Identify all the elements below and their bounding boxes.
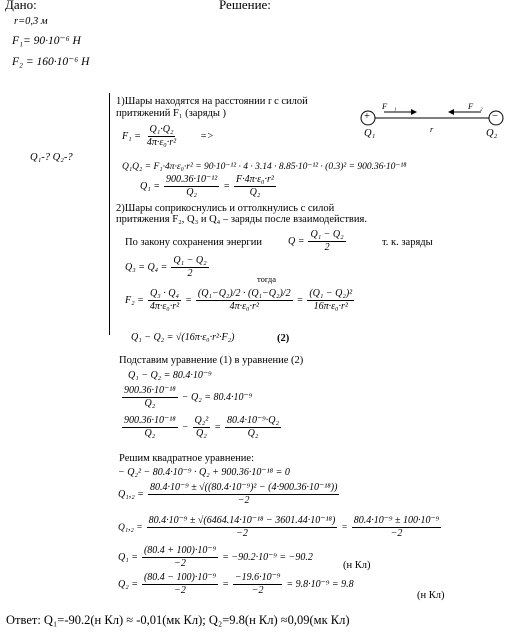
step1-text-1: 1)Шары находятся на расстоянии r с силой [116, 96, 308, 107]
diagram-r: r [430, 124, 434, 134]
sub-eq-3: $\frac{\text{900.36·10⁻¹⁸}}{\text{Q₂}}$ − $\frac{\text{Q₂²}}{\text{Q₂}}$ = $\frac{\text{80.4·10⁻⁹·Q₂}}{\text{Q₂}}$ [124, 415, 279, 439]
since-charges: т. к. заряды [382, 237, 433, 248]
given-title: Дано: [5, 0, 37, 12]
q1-result: Q₁ = $\frac{\text{(80.4 + 100)·10⁻⁹}}{-2}$ = −90.2·10⁻⁹ = −90.2 [118, 545, 313, 569]
answer-line: Ответ: Q₁=-90.2(н Кл) ≈ -0,01(мк Кл); Q₂=9.8(н Кл) ≈0,09(мк Кл) [6, 613, 350, 627]
diagram-q2: Q₂ [486, 128, 498, 139]
quadratic-title: Решим квадратное уравнение: [119, 453, 254, 464]
given-r: r=0,3 м [14, 16, 48, 27]
q1-unit: (н Кл) [343, 560, 371, 571]
conservation-text: По закону сохранения энергии [125, 237, 262, 248]
separator-vertical [109, 93, 110, 185]
equation-2-label: (2) [277, 333, 290, 344]
roots-formula-1: Q₁,₂ = $\frac{\text{80.4·10⁻⁹ ± √((80.4·10⁻⁹)² − (4·900.36·10⁻¹⁸))}}{-2}$ [118, 482, 338, 506]
q1q2-product: Q₁Q₂ = F₁·4π·ε₀·r² = 90·10⁻¹² · 4 · 3.14 · 8.85·10⁻¹² · (0.3)² = 900.36·10⁻¹⁸ [122, 162, 407, 172]
diagram-q1: Q₁ [364, 128, 376, 139]
f1-formula: F₁ = $\frac{\text{Q₁·Q₂}}{\text{4π·ε₀·r²}}$ => [122, 124, 214, 148]
q2-result: Q₂ = $\frac{\text{(80.4 − 100)·10⁻⁹}}{-2}$ = $\frac{\text{−19.6·10⁻⁹}}{-2}$ = 9.8·10⁻⁹ = 9.8 [118, 572, 354, 596]
separator-vertical-2 [109, 185, 110, 335]
sub-eq-1: Q₁ − Q₂ = 80.4·10⁻⁹ [128, 370, 212, 381]
q1-expression: Q₁ = $\frac{\text{900.36·10⁻¹²}}{\text{Q₂}}$ = $\frac{\text{F·4π·ε₀·r²}}{\text{Q₂}}$ [140, 174, 274, 198]
sub-eq-2: $\frac{\text{900.36·10⁻¹⁸}}{\text{Q₂}}$ − Q₂ = 80.4·10⁻⁹ [124, 385, 253, 409]
given-f2: F₂ = 160·10⁻⁶ Н [12, 56, 90, 68]
diagram-f2: F⃗₂ [468, 101, 483, 111]
f2-formula: F₂ = $\frac{\text{Q₃ · Q₄}}{\text{4π·ε₀·r²}}$ = $\frac{\text{(Q₁−Q₂)/2 · (Q₁−Q₂)/2}}{\text{4π·ε₀·r²}}$ = $\frac{\text{(Q₁ − Q₂)²}}{\text{16π·ε₀·r²}}$ [125, 288, 353, 312]
diagram-plus: + [364, 111, 370, 122]
q3q4-formula: Q₃ = Q₄ = $\frac{\text{Q₁ − Q₂}}{2}$ [125, 255, 207, 279]
solution-title: Решение: [219, 0, 271, 12]
step1-text-2: притяжений F₁ (заряды ) [116, 108, 227, 119]
difference-equation: Q₁ − Q₂ = √(16π·ε₀·r²·F₂) [131, 332, 235, 343]
step2-text-2: притяжения F₂, Q₃ и Q₄ – заряды после взаимодействия. [116, 214, 367, 225]
diagram-f1: F⃗₁ [382, 101, 397, 111]
roots-formula-2: Q₁,₂ = $\frac{\text{80.4·10⁻⁹ ± √(6464.14·10⁻¹⁸ − 3601.44·10⁻¹⁸)}}{-2}$ = $\frac{\text{80.4·10⁻⁹ ± 100·10⁻⁹}}{-2}$ [118, 515, 440, 539]
then-label: тогда [257, 274, 277, 284]
given-f1: F₁= 90·10⁻⁶ Н [12, 35, 81, 47]
diagram-minus: − [492, 111, 498, 122]
substitute-text: Подставим уравнение (1) в уравнение (2) [119, 355, 304, 366]
quadratic-equation: − Q₂² − 80.4·10⁻⁹ · Q₂ + 900.36·10⁻¹⁸ = 0 [118, 467, 290, 478]
q2-unit: (н Кл) [417, 590, 445, 601]
given-unknown: Q₁-? Q₂-? [30, 152, 73, 163]
step2-text-1: 2)Шары соприкоснулись и оттолкнулись с силой [116, 203, 335, 214]
q-formula: Q = $\frac{\text{Q₁ − Q₂}}{2}$ [288, 229, 344, 253]
